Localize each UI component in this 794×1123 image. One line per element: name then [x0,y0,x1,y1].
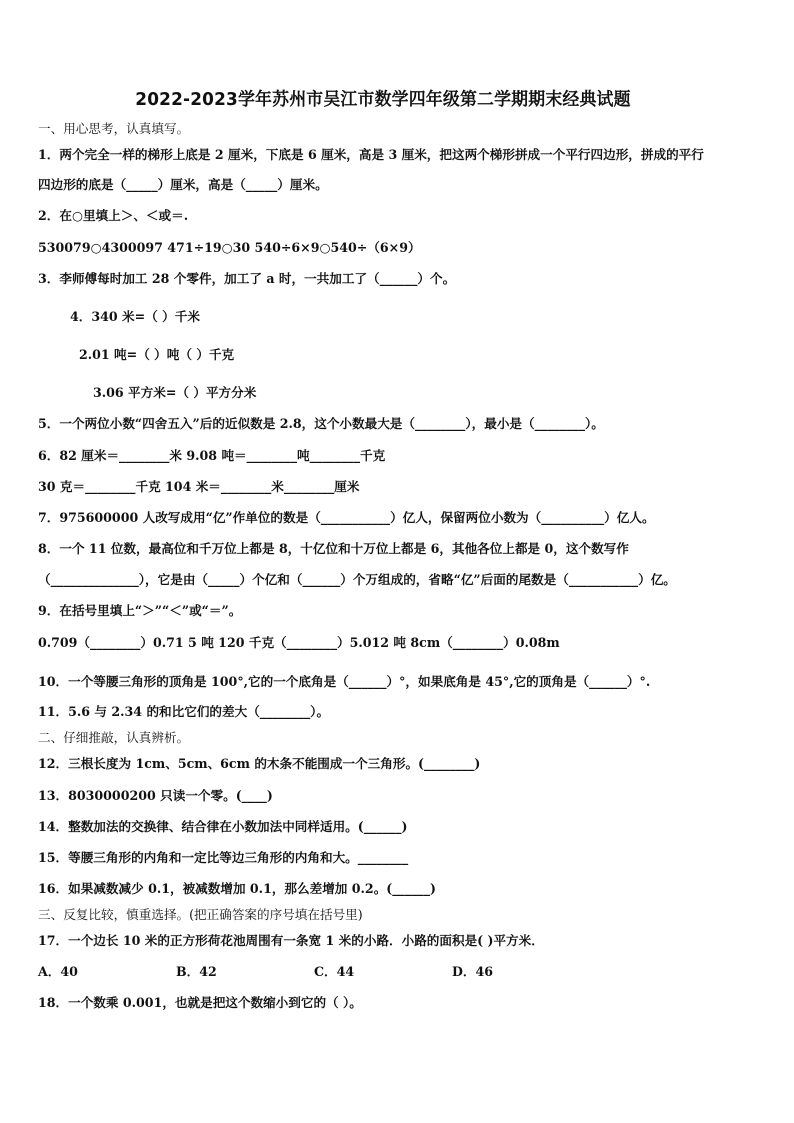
question-4-line-2: 2.01 吨=（ ）吨（ ）千克 [79,347,235,362]
question-2-line-1: 2．在○里填上＞、＜或＝. [38,208,189,223]
question-12: 12．三根长度为 1cm、5cm、6cm 的木条不能围成一个三角形。(________) [38,756,481,771]
question-11: 11．5.6 与 2.34 的和比它们的差大（________）。 [38,704,330,719]
question-1-line-1: 1．两个完全一样的梯形上底是 2 厘米，下底是 6 厘米，高是 3 厘米，把这两个梯形拼成一个平行四边形，拼成的平行 [38,147,704,162]
question-6-line-1: 6．82 厘米＝________米 9.08 吨＝________吨________千克 [38,448,386,463]
question-8-line-1: 8．一个 11 位数，最高位和千万位上都是 8，十亿位和十万位上都是 6，其他各位上都是 0，这个数写作 [38,541,629,556]
question-17-option-c: C．44 [314,964,355,979]
question-3: 3．李师傅每时加工 28 个零件，加工了 a 时，一共加工了（______）个。 [38,271,456,286]
question-16: 16．如果减数减少 0.1，被减数增加 0.1，那么差增加 0.2。(______) [38,881,436,896]
question-17-option-d: D．46 [452,964,494,979]
question-13: 13．8030000200 只读一个零。(____) [38,788,273,803]
page-title: 2022-2023学年苏州市吴江市数学四年级第二学期期末经典试题 [135,90,631,110]
question-9-line-2: 0.709（________）0.71 5 吨 120 千克（________）5.012 吨 8cm（________）0.08m [38,635,560,650]
question-5: 5．一个两位小数“四舍五入”后的近似数是 2.8，这个小数最大是（________），最小是（________）。 [38,416,604,431]
question-17: 17．一个边长 10 米的正方形荷花池周围有一条宽 1 米的小路．小路的面积是( )平方米． [38,933,544,948]
section-1-heading: 一、用心思考，认真填写。 [38,121,190,136]
question-14: 14．整数加法的交换律、结合律在小数加法中同样适用。(______) [38,819,408,834]
section-2-heading: 二、仔细推敲，认真辨析。 [38,730,190,745]
question-8-line-2: （______________），它是由（_____）个亿和（______）个万组成的，省略“亿”后面的尾数是（___________）亿。 [38,572,676,587]
section-3-heading: 三、反复比较，慎重选择。(把正确答案的序号填在括号里) [38,907,363,922]
question-9-line-1: 9．在括号里填上“＞”“＜”或“＝”。 [38,603,242,618]
question-1-line-2: 四边形的底是（_____）厘米，高是（_____）厘米。 [38,177,328,192]
question-10: 10．一个等腰三角形的顶角是 100°,它的一个底角是（______）°，如果底角是 45°,它的顶角是（______）°. [38,674,651,689]
question-17-option-b: B．42 [176,964,217,979]
question-7: 7．975600000 人改写成用“亿”作单位的数是（___________）亿人，保留两位小数为（__________）亿人。 [38,510,655,525]
question-6-line-2: 30 克＝________千克 104 米＝________米________厘米 [38,479,360,494]
question-18: 18．一个数乘 0.001，也就是把这个数缩小到它的（ ）。 [38,995,362,1010]
question-4-line-1: 4．340 米=（ ）千米 [70,309,200,324]
question-17-option-a: A．40 [38,964,78,979]
question-15: 15．等腰三角形的内角和一定比等边三角形的内角和大。________ [38,850,409,865]
question-2-line-2: 530079○4300097 471÷19○30 540÷6×9○540÷（6×9） [38,240,421,255]
question-4-line-3: 3.06 平方米=（ ）平方分米 [93,385,257,400]
